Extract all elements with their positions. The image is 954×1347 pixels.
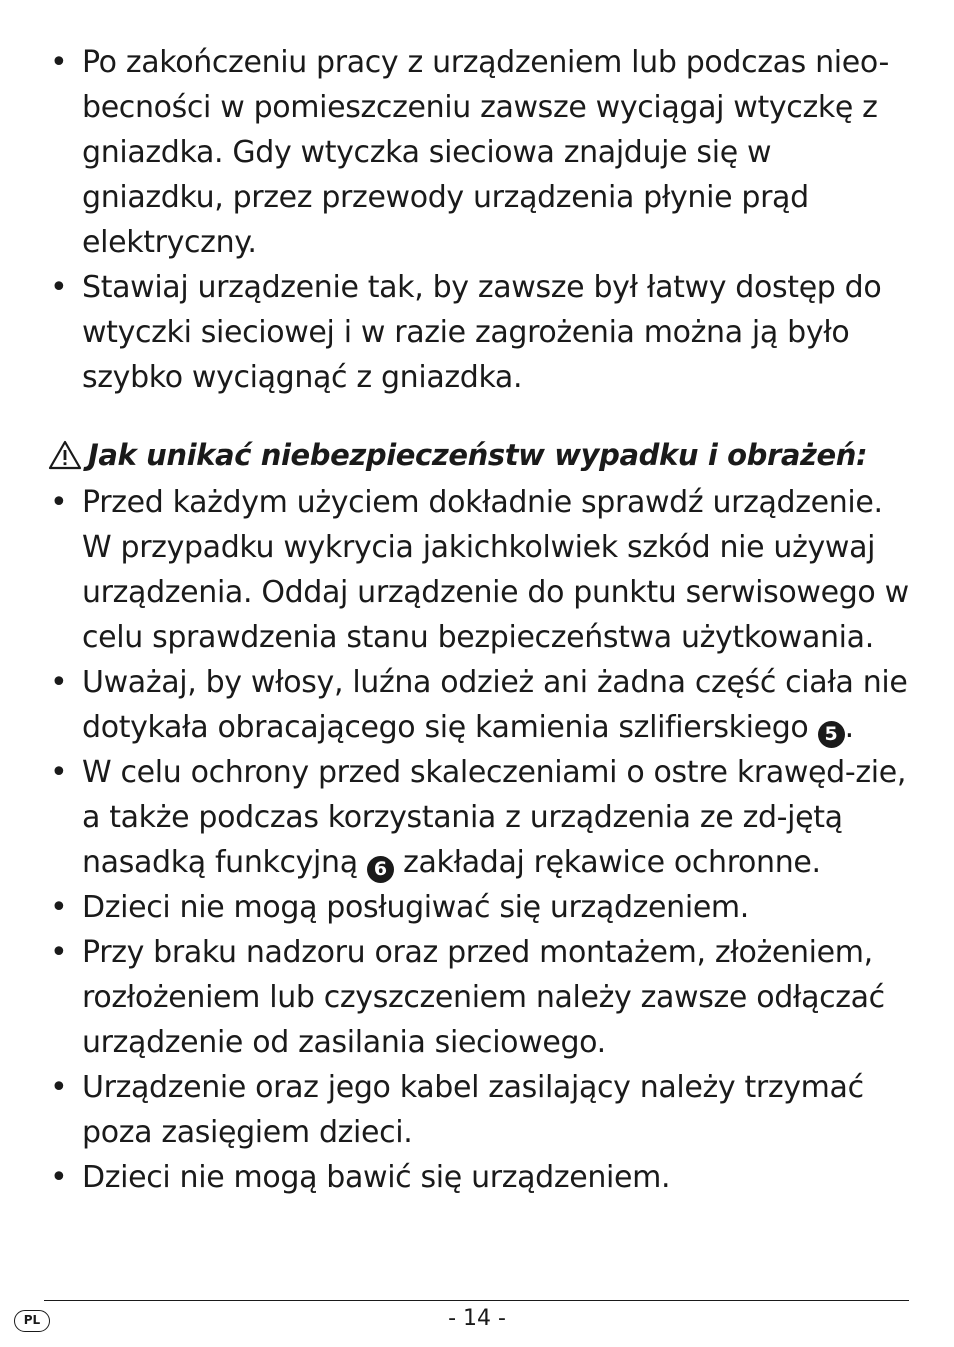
section-heading-text: Jak unikać niebezpieczeństw wypadku i obrażeń:: [88, 438, 868, 472]
language-badge: PL: [14, 1310, 50, 1332]
list-item: • Stawiaj urządzenie tak, by zawsze był łatwy dostęp do wtyczki sieciowej i w razie zagrożenia można ją było szybko wyciągnąć z gniazdka.: [48, 265, 914, 400]
bullet-list-2: [48, 480, 914, 1200]
page-number: - 14 -: [448, 1306, 506, 1331]
list-item: [48, 660, 914, 750]
list-item-text: .: [844, 710, 854, 745]
list-item: • Urządzenie oraz jego kabel zasilający należy trzymać poza zasięgiem dzieci.: [48, 1065, 914, 1155]
list-item-text: W celu ochrony przed skaleczeniami o ostre krawęd-zie, a także podczas korzystania z urządzenia ze zd-jętą nasadką funkcyjną: [82, 755, 907, 880]
list-item: • Dzieci nie mogą posługiwać się urządzeniem.: [48, 885, 914, 930]
list-item-text: Uważaj, by włosy, luźna odzież ani żadna część ciała nie dotykała obracającego się kamienia szlifierskiego: [82, 665, 908, 745]
list-item: • Przed każdym użyciem dokładnie sprawdź urządzenie. W przypadku wykrycia jakichkolwiek szkód nie używaj urządzenia. Oddaj urządzenie do punktu serwisowego w celu sprawdzenia stanu bezpieczeństwa użytkowania.: [48, 480, 914, 660]
list-item: • Przy braku nadzoru oraz przed montażem, złożeniem, rozłożeniem lub czyszczeniem należy zawsze odłączać urządzenie od zasilania sieciowego.: [48, 930, 914, 1065]
section-heading: [48, 430, 914, 480]
part-number-badge: 6: [367, 856, 394, 883]
list-item-text: zakładaj rękawice ochronne.: [393, 845, 821, 880]
bullet-list-1: [48, 40, 914, 400]
footer-divider: [44, 1300, 909, 1301]
list-item: • Po zakończeniu pracy z urządzeniem lub podczas nieo-becności w pomieszczeniu zawsze wyciągaj wtyczkę z gniazdka. Gdy wtyczka sieciowa znajduje się w gniazdku, przez przewody urządzenia płynie prąd elektryczny.: [48, 40, 914, 265]
part-number-badge: 5: [818, 721, 845, 748]
warning-triangle-icon: [48, 440, 82, 470]
list-item: • Dzieci nie mogą bawić się urządzeniem.: [48, 1155, 914, 1200]
list-item: [48, 750, 914, 885]
document-body: [48, 40, 914, 1200]
